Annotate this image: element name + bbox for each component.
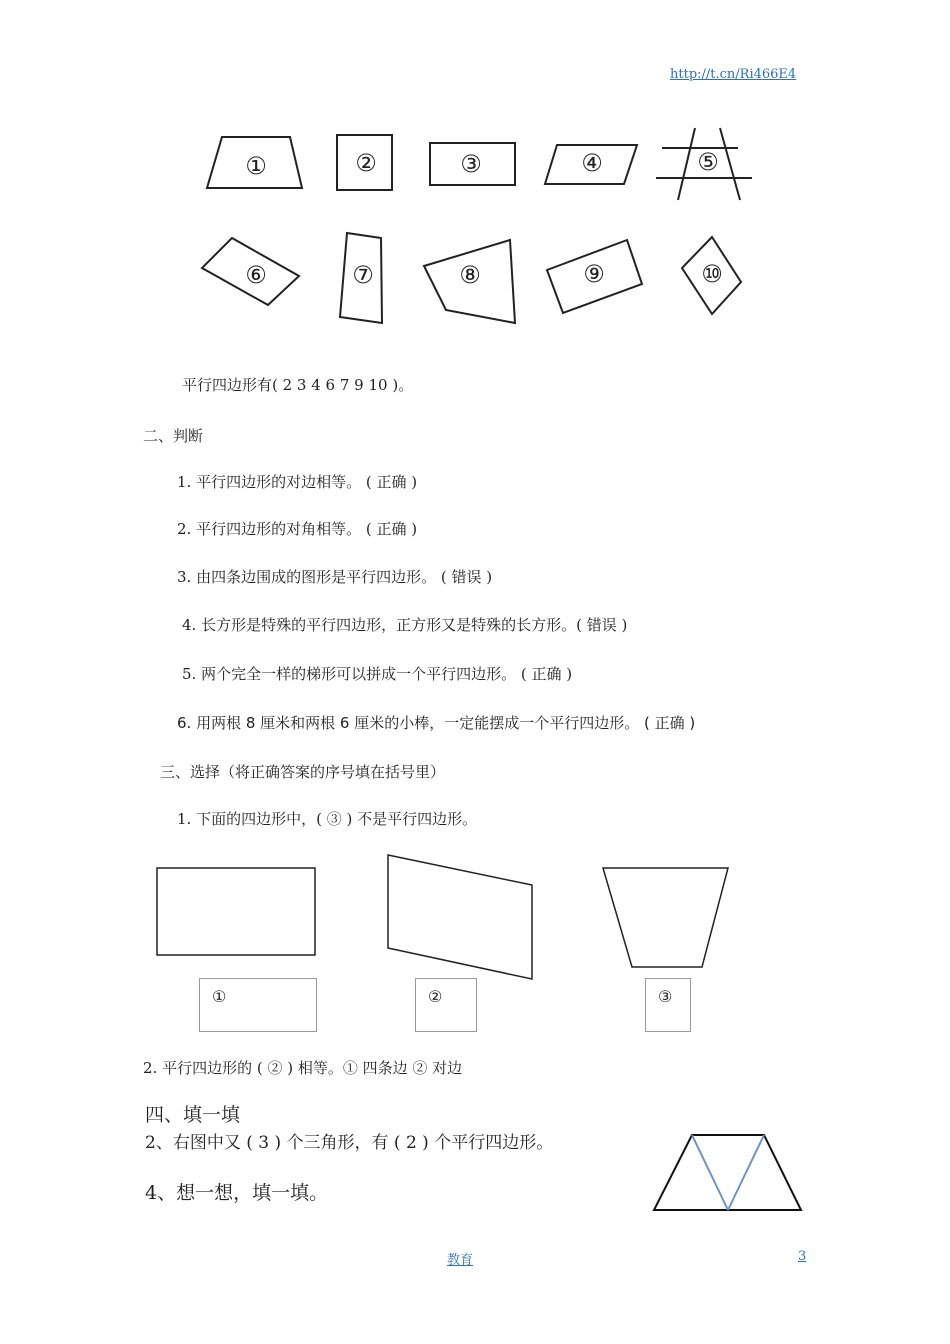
outer-trapezoid <box>654 1135 801 1210</box>
inner-line-right <box>728 1135 764 1210</box>
shape-label-8: ⑧ <box>459 261 481 289</box>
shape-label-2: ② <box>355 149 377 177</box>
footer-link[interactable]: 教育 <box>447 1253 474 1268</box>
option-label-3: ③ <box>658 987 673 1006</box>
choice-shapes <box>0 840 950 990</box>
parallelogram-answer: 平行四边形有( 2 3 4 6 7 9 10 )。 <box>182 376 414 394</box>
option-label-1: ① <box>212 987 227 1006</box>
shape-label-5: ⑤ <box>697 148 719 176</box>
shape-label-1: ① <box>245 152 267 180</box>
shape-label-10: ⑩ <box>701 260 723 288</box>
choice-q1: 1. 下面的四边形中，( ③ ) 不是平行四边形。 <box>177 810 478 828</box>
choice-q2: 2. 平行四边形的 ( ② ) 相等。① 四条边 ② 对边 <box>143 1059 463 1077</box>
option-box-3 <box>645 978 691 1032</box>
shape-label-7: ⑦ <box>352 261 374 289</box>
judge-item-2: 2. 平行四边形的对角相等。 ( 正确 ) <box>177 520 418 538</box>
choice-parallelogram <box>388 855 532 979</box>
shape-label-9: ⑨ <box>583 260 605 288</box>
choice-trapezoid <box>603 868 728 967</box>
shape-label-3: ③ <box>460 150 482 178</box>
judge-item-4: 4. 长方形是特殊的平行四边形，正方形又是特殊的长方形。( 错误 ) <box>182 616 628 634</box>
page-number: 3 <box>798 1249 807 1264</box>
judge-item-6: 6. 用两根 8 厘米和两根 6 厘米的小棒，一定能摆成一个平行四边形。 ( 正确 ) <box>177 714 696 732</box>
fill-q4: 4、想一想，填一填。 <box>145 1182 329 1204</box>
fill-q2: 2、右图中又 ( 3 ) 个三角形，有 ( 2 ) 个平行四边形。 <box>145 1133 554 1153</box>
option-box-1 <box>199 978 317 1032</box>
shapes-figure <box>0 0 950 340</box>
option-box-2 <box>415 978 477 1032</box>
option-label-2: ② <box>428 987 443 1006</box>
trapezoid-figure <box>640 1125 815 1220</box>
section-4-title: 四、填一填 <box>145 1104 241 1126</box>
shape-label-4: ④ <box>581 149 603 177</box>
judge-item-5: 5. 两个完全一样的梯形可以拼成一个平行四边形。 ( 正确 ) <box>182 665 573 683</box>
choice-rectangle <box>157 868 315 955</box>
judge-item-3: 3. 由四条边围成的图形是平行四边形。 ( 错误 ) <box>177 568 493 586</box>
section-2-title: 二、判断 <box>143 427 204 445</box>
header-link[interactable]: http://t.cn/Ri466E4 <box>670 67 797 82</box>
judge-item-1: 1. 平行四边形的对边相等。 ( 正确 ) <box>177 473 418 491</box>
inner-line-left <box>692 1135 728 1210</box>
shape-label-6: ⑥ <box>245 261 267 289</box>
section-3-title: 三、选择（将正确答案的序号填在括号里） <box>160 763 446 781</box>
